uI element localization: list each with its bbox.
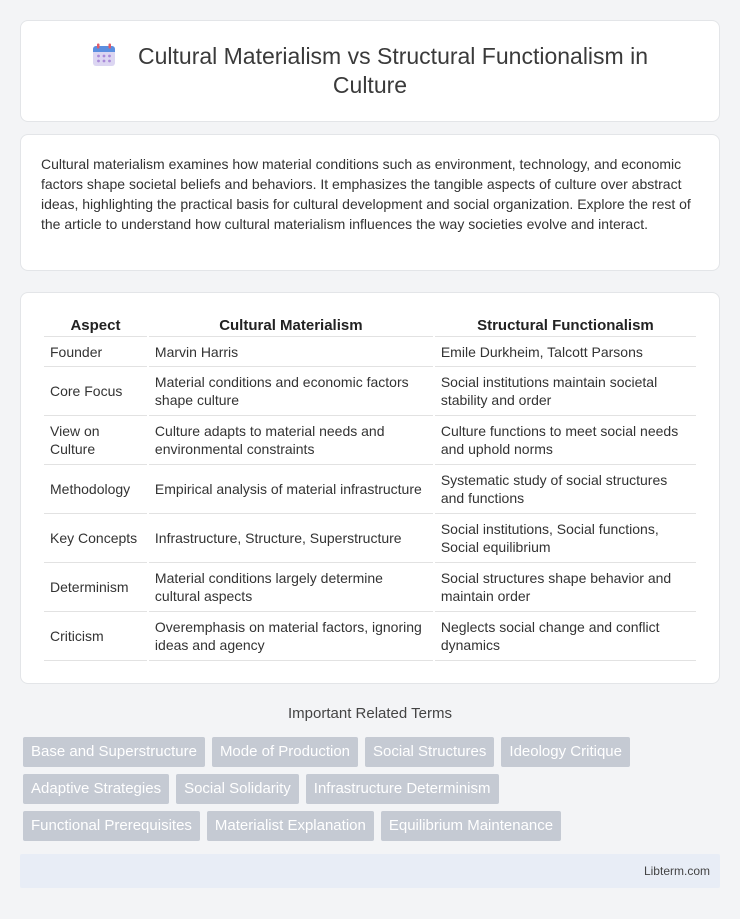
footer-site-link[interactable]: Libterm.com (643, 864, 710, 878)
row-structural-functionalism: Emile Durkheim, Talcott Parsons (435, 337, 696, 367)
table-row (44, 465, 696, 514)
row-structural-functionalism: Social institutions maintain societal stability and order (435, 367, 696, 416)
calendar-icon (92, 43, 116, 67)
related-terms-list (23, 737, 723, 848)
page-title (61, 42, 679, 100)
title-card (20, 20, 720, 122)
header-aspect: Aspect (44, 313, 147, 337)
row-cultural-materialism: Material conditions largely determine cultural aspects (149, 563, 433, 612)
row-cultural-materialism: Marvin Harris (149, 337, 433, 367)
row-aspect: Criticism (44, 612, 147, 661)
table-row (44, 612, 696, 661)
header-cultural-materialism: Cultural Materialism (149, 313, 433, 337)
related-term-tag[interactable]: Infrastructure Determinism (306, 774, 499, 804)
intro-paragraph: Cultural materialism examines how material conditions such as environment, technology, and economic factors shape societal beliefs and behaviors. It emphasizes the tangible aspects of culture over abstract ideas, highlighting the practical basis for cultural development and social organization. Explore the rest of the article to understand how cultural materialism influences the way societies evolve and interact. (41, 156, 691, 232)
row-cultural-materialism: Empirical analysis of material infrastructure (149, 465, 433, 514)
related-term-tag[interactable]: Social Solidarity (176, 774, 299, 804)
row-aspect: Founder (44, 337, 147, 367)
tag-row (23, 774, 723, 811)
row-cultural-materialism: Infrastructure, Structure, Superstructure (149, 514, 433, 563)
row-cultural-materialism: Material conditions and economic factors shape culture (149, 367, 433, 416)
related-term-tag[interactable]: Materialist Explanation (207, 811, 374, 841)
intro-card (20, 134, 720, 271)
page-title-text: Cultural Materialism vs Structural Functionalism in Culture (138, 43, 648, 98)
row-aspect: View on Culture (44, 416, 147, 465)
tag-row (23, 811, 723, 848)
row-structural-functionalism: Systematic study of social structures and functions (435, 465, 696, 514)
table-row (44, 563, 696, 612)
row-structural-functionalism: Culture functions to meet social needs and uphold norms (435, 416, 696, 465)
table-row (44, 367, 696, 416)
row-structural-functionalism: Social structures shape behavior and maintain order (435, 563, 696, 612)
row-cultural-materialism: Culture adapts to material needs and environmental constraints (149, 416, 433, 465)
row-structural-functionalism: Social institutions, Social functions, Social equilibrium (435, 514, 696, 563)
header-structural-functionalism: Structural Functionalism (435, 313, 696, 337)
row-cultural-materialism: Overemphasis on material factors, ignoring ideas and agency (149, 612, 433, 661)
table-row (44, 416, 696, 465)
row-structural-functionalism: Neglects social change and conflict dynamics (435, 612, 696, 661)
related-term-tag[interactable]: Base and Superstructure (23, 737, 205, 767)
related-terms-heading: Important Related Terms (288, 705, 452, 722)
related-term-tag[interactable]: Mode of Production (212, 737, 358, 767)
related-term-tag[interactable]: Social Structures (365, 737, 494, 767)
table-row (44, 337, 696, 367)
comparison-card (20, 292, 720, 684)
related-term-tag[interactable]: Adaptive Strategies (23, 774, 169, 804)
footer (20, 854, 720, 888)
row-aspect: Core Focus (44, 367, 147, 416)
comparison-table (42, 313, 698, 661)
table-row (44, 514, 696, 563)
row-aspect: Key Concepts (44, 514, 147, 563)
tag-row (23, 737, 723, 774)
table-header-row (44, 313, 696, 337)
related-term-tag[interactable]: Functional Prerequisites (23, 811, 200, 841)
row-aspect: Determinism (44, 563, 147, 612)
related-term-tag[interactable]: Ideology Critique (501, 737, 630, 767)
related-term-tag[interactable]: Equilibrium Maintenance (381, 811, 561, 841)
row-aspect: Methodology (44, 465, 147, 514)
